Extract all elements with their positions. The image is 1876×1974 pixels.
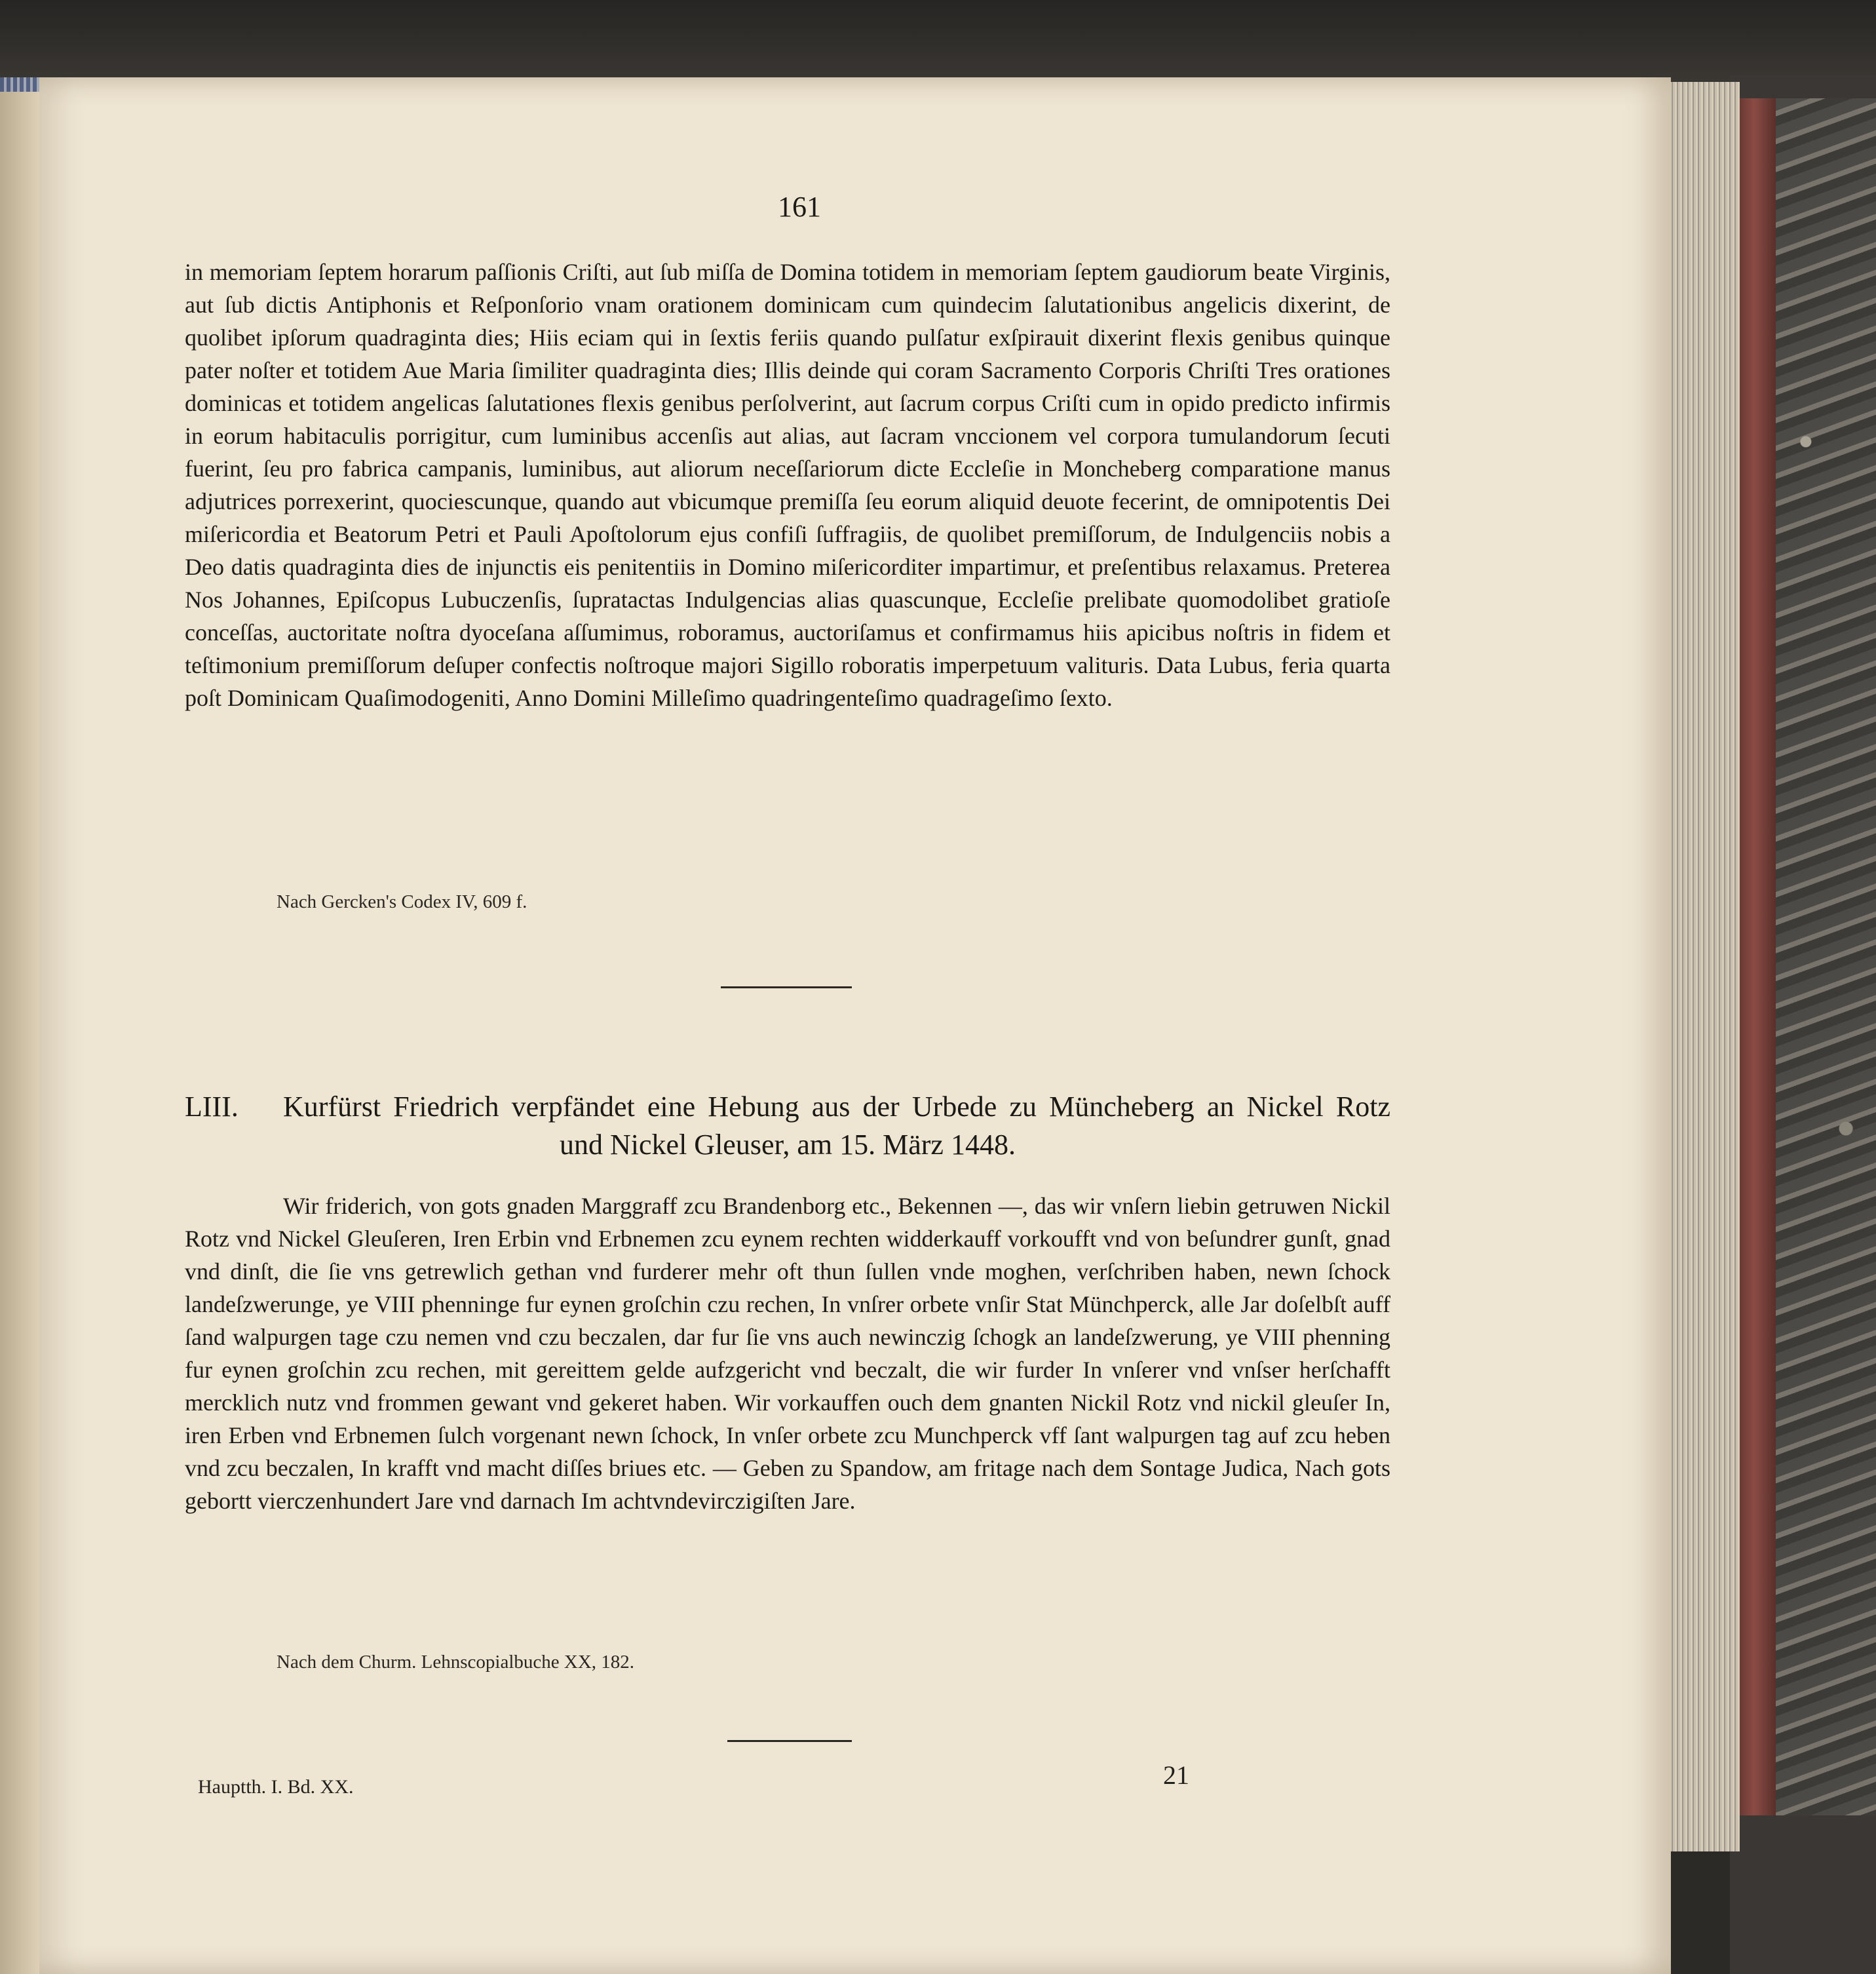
section-divider [721,986,852,988]
document-heading [185,1088,1390,1164]
source-citation: Nach Gercken's Codex IV, 609 f. [277,891,527,912]
cover-leather-spine [1740,98,1776,1815]
section-divider [727,1740,852,1742]
cover-marbled-board [1776,98,1876,1815]
document-paragraph-german: Wir friderich, von gots gnaden Marggraff zcu Brandenborg etc., Bekennen —, das wir vnſern liebin getruwen Nickil Rotz vnd Nickel Gleuſeren, Iren Erbin vnd Erbnemen zcu eynem rechten widderkauff vorkoufft vnd von beſundrer gunſt, gnad vnd dinſt, die ſie vns getrewlich gethan vnd furderer mehr oft thun ſullen vnde moghen, verſchriben haben, newn ſchock landeſzwerunge, ye VIII phenninge fur eynen groſchin czu rechen, In vnſrer orbete vnſir Stat Münchperck, alle Jar doſelbſt auff ſand walpurgen tage czu nemen vnd czu beczalen, dar fur ſie vns auch newinczig ſchogk an landeſzwerung, ye VIII phenning fur eynen groſchin zcu rechen, mit gereittem gelde aufzgericht vnd beczalt, die wir furder In vnſerer vnd vnſser herſchafft mercklich nutz vnd frommen gewant vnd gekeret haben. Wir vorkauffen ouch dem gnanten Nickil Rotz vnd nickil gleuſer In, iren Erben vnd Erbnemen ſulch vorgenant newn ſchock, In vnſer orbete zcu Munchperck vff ſant walpurgen tag auf zcu heben vnd zcu beczalen, In krafft vnd macht diſſes briues etc. — Geben zu Spandow, am fritage nach dem Sontage Judica, Nach gots gebortt vierczenhundert Jare vnd darnach Im achtvndevirczigiſten Jare. [185,1193,1390,1514]
left-page-edge [0,77,39,1974]
footer-signature: 21 [1163,1760,1189,1790]
heading-number: LIII. [185,1091,239,1123]
document-paragraph-latin: in memoriam ſeptem horarum paſſionis Criſti, aut ſub miſſa de Domina totidem in memoriam ſeptem gaudiorum beate Virginis, aut ſub dictis Antiphonis et Reſponſorio vnam orationem dominicam cum quindecim ſalutationibus angelicis dixerint, de quolibet ipſorum quadraginta dies; Hiis eciam qui in ſextis feriis quando pulſatur exſpirauit dixerint flexis genibus quinque pater noſter et totidem Aue Maria ſimiliter quadraginta dies; Illis deinde qui coram Sacramento Corporis Chriſti Tres orationes dominicas et totidem angelicas ſalutationes flexis genibus perſolverint, aut ſacrum corpus Criſti cum in opido predicto infirmis in eorum habitaculis porrigitur, cum luminibus accenſis aut alias, aut ſacram vnccionem vel corpora tumulandorum ſecuti fuerint, ſeu pro fabrica campanis, luminibus, aut aliorum neceſſariorum dicte Eccleſie in Moncheberg comparatione manus adjutrices porrexerint, quociescunque, quando aut vbicumque premiſſa ſeu eorum aliquid deuote fecerint, de omnipotentis Dei miſericordia et Beatorum Petri et Pauli Apoſtolorum ejus confiſi ſuffragiis, de quolibet premiſſorum, de Indulgenciis nobis a Deo datis quadraginta dies de injunctis eis penitentiis in Domino miſericorditer impartimur, et preſentibus relaxamus. Preterea Nos Johannes, Epiſcopus Lubuczenſis, ſupratactas Indulgencias alias quascunque, Eccleſie prelibate quomodolibet gratioſe conceſſas, auctoritate noſtra dyoceſana aſſumimus, roboramus, auctoriſamus et confirmamus hiis apicibus noſtris in fidem et teſtimonium premiſſorum deſuper confectis noſtroque majori Sigillo roboratis imperpetuum valituris. Data Lubus, feria quarta poſt Dominicam Quaſimodogeniti, Anno Domini Milleſimo quadringenteſimo quadrageſimo ſexto. [185,259,1390,711]
page-stack-edge [1664,82,1740,1851]
page-number: 161 [778,191,821,223]
heading-line-2: und Nickel Gleuser, am 15. März 1448. [560,1129,1016,1161]
heading-line-1 [185,1088,1390,1126]
footer-volume: Hauptth. I. Bd. XX. [198,1776,354,1798]
heading-title: Kurfürst Friedrich verpfändet eine Hebung aus der Urbede zu Müncheberg an Nickel Rotz [283,1091,1390,1123]
background-top [0,0,1876,82]
source-citation: Nach dem Churm. Lehnscopialbuche XX, 182. [277,1652,635,1673]
